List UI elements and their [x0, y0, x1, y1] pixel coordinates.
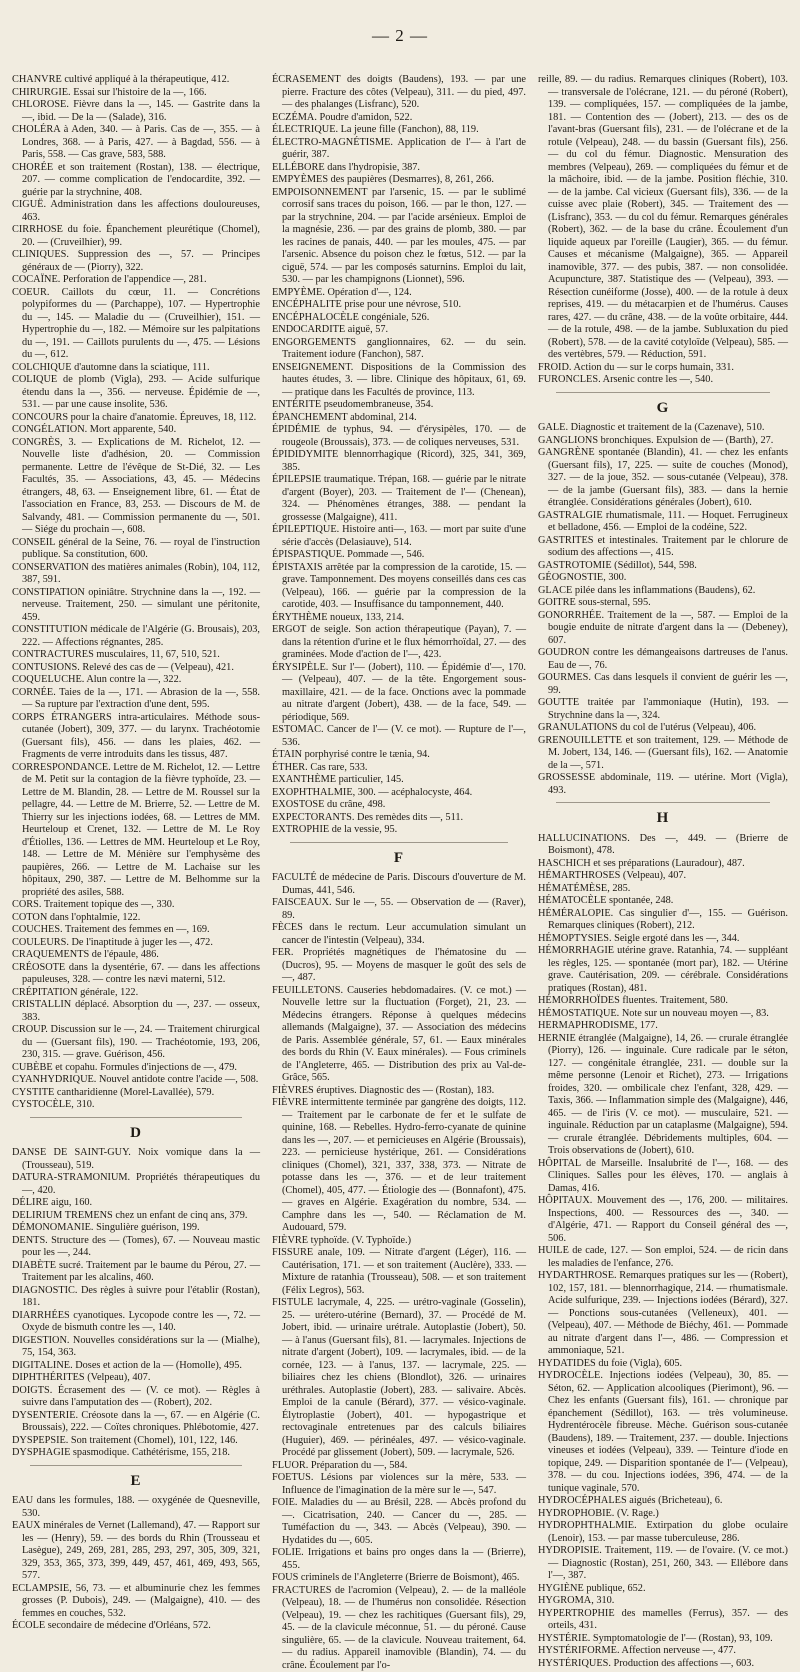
index-entry: HÉMOSTATIQUE. Note sur un nouveau moyen —, 83. — [538, 1008, 788, 1021]
index-entry: EXTROPHIE de la vessie, 95. — [272, 824, 526, 837]
index-entry: CIGUË. Administration dans les affections douloureuses, 463. — [12, 199, 260, 224]
index-entry: CHORÉE et son traitement (Rostan), 138. — électrique, 207. — comme complication de l'endocardite, 392. — guérie par la strychnine, 408. — [12, 162, 260, 200]
index-entry: HYSTÉRIQUES. Production des affections —, 603. — [538, 1658, 788, 1671]
index-entry: HÉMATÉMÈSE, 285. — [538, 883, 788, 896]
index-entry: GASTROTOMIE (Sédillot), 544, 598. — [538, 560, 788, 573]
index-entry: FURONCLES. Arsenic contre les —, 540. — [538, 374, 788, 387]
index-entry: FOUS criminels de l'Angleterre (Brierre de Boismont), 465. — [272, 1572, 526, 1585]
index-entry: CLINIQUES. Suppression des —, 57. — Principes généraux de — (Piorry), 322. — [12, 249, 260, 274]
index-entry: GRENOUILLETTE et son traitement, 129. — Méthode de M. Jobert, 134, 146. — (Guersant fils), 162. — Anatomie de la —, 571. — [538, 735, 788, 773]
index-entry: GOUTTE traitée par l'ammoniaque (Hutin), 193. — Strychnine dans la —, 324. — [538, 697, 788, 722]
index-entry: DIPHTHÉRITES (Velpeau), 407. — [12, 1372, 260, 1385]
index-entry: ÉPILEPSIE traumatique. Trépan, 168. — guérie par le nitrate d'argent (Boyer), 203. — Traitement de l'— (Chenean), 324. — Phénomènes étranges, 388. — pendant la grossesse (Malgaigne), 411. — [272, 474, 526, 524]
index-entry: ÉPISTAXIS arrêtée par la compression de la carotide, 15. — grave. Tamponnement. Des moyens conseillés dans ces cas (Velpeau), 166. — guérie par la compression de la carotide, 403. — Insuffisance du tamponnement, 440. — [272, 562, 526, 612]
index-entry: DÉLIRE aigu, 160. — [12, 1197, 260, 1210]
index-entry: ENCÉPHALOCÈLE congéniale, 526. — [272, 312, 526, 325]
index-entry: COULEURS. De l'inaptitude à juger les —, 472. — [12, 937, 260, 950]
index-entry: DIABÈTE sucré. Traitement par le baume du Pérou, 27. — Traitement par les alcalins, 460. — [12, 1260, 260, 1285]
index-entry: COCAÏNE. Perforation de l'appendice —, 281. — [12, 274, 260, 287]
index-entry: FÈCES dans le rectum. Leur accumulation simulant un cancer de l'intestin (Velpeau), 334. — [272, 922, 526, 947]
section-letter-heading: H — [538, 812, 788, 825]
index-entry: GASTRITES et intestinales. Traitement par le chlorure de sodium des affections —, 415. — [538, 535, 788, 560]
index-entry: CHOLÉRA à Aden, 340. — à Paris. Cas de —, 355. — à Londres, 368. — à Paris, 427. — à Bagdad, 556. — à Paris, 558. — Cas grave, 583, 588. — [12, 124, 260, 162]
index-entry: CYSTITE cantharidienne (Morel-Lavallée), 579. — [12, 1087, 260, 1100]
section-letter-heading: F — [272, 852, 526, 865]
index-entry: CONCOURS pour la chaire d'anatomie. Épreuves, 18, 112. — [12, 412, 260, 425]
index-entry: CONTUSIONS. Relevé des cas de — (Velpeau), 421. — [12, 662, 260, 675]
index-entry: DENTS. Structure des — (Tomes), 67. — Nouveau mastic pour les —, 244. — [12, 1235, 260, 1260]
index-entry: DÉMONOMANIE. Singulière guérison, 199. — [12, 1222, 260, 1235]
index-entry: CONGRÈS, 3. — Explications de M. Richelot, 12. — Nouvelle liste d'adhésion, 20. — Commission permanente. Lettre de l'évêque de St-Dié, 32. — Les Facultés, 35. — Associations, 43, 45. — Médecins étrangers, 48, 63. — Enseignement libre, 61. — État de l'association en France, 83, 253. — Discours de M. de Salvandy, 481. — Commission permanente du —, 501. — Siége du prochain —, 608. — [12, 437, 260, 537]
index-entry: CYSTOCÈLE, 310. — [12, 1099, 260, 1112]
index-entry: HYDATIDES du foie (Vigla), 605. — [538, 1358, 788, 1371]
index-entry: FER. Propriétés magnétiques de l'hématosine du — (Ducros), 95. — Moyens de masquer le goût des sels de —, 487. — [272, 947, 526, 985]
section-letter-heading: D — [12, 1127, 260, 1140]
index-entry: DANSE DE SAINT-GUY. Noix vomique dans la — (Trousseau), 519. — [12, 1147, 260, 1172]
index-entry: FIÈVRES éruptives. Diagnostic des — (Rostan), 183. — [272, 1085, 526, 1098]
section-letter-heading: E — [12, 1475, 260, 1488]
index-entry: CRÉOSOTE dans la dysentérie, 67. — dans les affections papuleuses, 328. — contre les nævi materni, 512. — [12, 962, 260, 987]
index-entry: DATURA-STRAMONIUM. Propriétés thérapeutiques du —, 420. — [12, 1172, 260, 1197]
section-divider — [30, 1465, 242, 1466]
index-entry: HÔPITAUX. Mouvement des —, 176, 200. — militaires. Inspections, 400. — Ressources des —, 340. — d'Algérie, 471. — Rapport du Conseil général des —, 506. — [538, 1195, 788, 1245]
index-entry: ENCÉPHALITE prise pour une névrose, 510. — [272, 299, 526, 312]
index-entry: DIGESTION. Nouvelles considérations sur la — (Mialhe), 75, 154, 363. — [12, 1335, 260, 1360]
index-entry: ENGORGEMENTS ganglionnaires, 62. — du sein. Traitement iodure (Fanchon), 587. — [272, 337, 526, 362]
index-entry: CONSTIPATION opiniâtre. Strychnine dans la —, 192. — nerveuse. Traitement, 250. — simulant une péritonite, 459. — [12, 587, 260, 625]
index-entry: ÉCRASEMENT des doigts (Baudens), 193. — par une pierre. Fracture des côtes (Velpeau), 311. — du pied, 497. — des phalanges (Lisfranc), 520. — [272, 74, 526, 112]
index-entry: HERMAPHRODISME, 177. — [538, 1020, 788, 1033]
index-entry: HYDROPHTHALMIE. Extirpation du globe oculaire (Lenoir), 153. — par masse tuberculeuse, 286. — [538, 1520, 788, 1545]
index-column-2 — [272, 74, 526, 1154]
index-entry: CORS. Traitement topique des —, 330. — [12, 899, 260, 912]
index-entry: CYANHYDRIQUE. Nouvel antidote contre l'acide —, 508. — [12, 1074, 260, 1087]
index-entry: CHANVRE cultivé appliqué à la thérapeutique, 412. — [12, 74, 260, 87]
index-entry: ÉRYTHÈME noueux, 133, 214. — [272, 612, 526, 625]
section-divider — [30, 1117, 242, 1118]
index-entry: FAISCEAUX. Sur le —, 55. — Observation de — (Raver), 89. — [272, 897, 526, 922]
section-divider — [556, 802, 770, 803]
index-entry: CHLOROSE. Fièvre dans la —, 145. — Gastrite dans la —, ibid. — De la — (Salade), 316. — [12, 99, 260, 124]
index-entry: GROSSESSE abdominale, 119. — utérine. Mort (Vigla), 493. — [538, 772, 788, 797]
index-entry: GOURMES. Cas dans lesquels il convient de guérir les —, 99. — [538, 672, 788, 697]
section-divider — [556, 392, 770, 393]
index-entry: HÔPITAL de Marseille. Insalubrité de l'—, 168. — des Cliniques. Salles pour les élèves, 170. — anglais à Damas, 416. — [538, 1158, 788, 1196]
index-entry: FRACTURES de l'acromion (Velpeau), 2. — de la malléole (Velpeau), 18. — de l'humérus non consolidée. Résection (Velpeau), 19. — chez les rachitiques (Guersant fils), 29, 45. — de la clavicule méconnue, 51. — du péroné. Cause singulière, 65. — de la clavicule. Nouveau traitement, 64. — du radius. Appareil inamovible (Blandin), 74. — du crâne. Écoulement par l'o- — [272, 1585, 526, 1672]
index-entry: FIÈVRE typhoïde. (V. Typhoïde.) — [272, 1235, 526, 1248]
index-entry: GOITRE sous-sternal, 595. — [538, 597, 788, 610]
index-entry: HÉMORRHOÏDES fluentes. Traitement, 580. — [538, 995, 788, 1008]
index-entry: ELLÉBORE dans l'hydropisie, 387. — [272, 162, 526, 175]
index-entry: DYSPEPSIE. Son traitement (Chomel), 101, 122, 146. — [12, 1435, 260, 1448]
index-entry: HYGIÈNE publique, 652. — [538, 1583, 788, 1596]
index-entry: ERGOT de seigle. Son action thérapeutique (Payan), 7. — dans la rétention d'urine et le flux hémorrhoïdal, 27. — des graminées. Mode d'action de l'—, 423. — [272, 624, 526, 662]
page-number: — 2 — — [0, 26, 800, 46]
index-entry: DYSENTERIE. Créosote dans la —, 67. — en Algérie (C. Broussais), 222. — Coïtes chroniques. Phlébotomie, 427. — [12, 1410, 260, 1435]
index-entry: EAUX minérales de Vernet (Lallemand), 47. — Rapport sur les — (Henry), 59. — des bords du Rhin (Trousseau et Lasègue), 249, 269, 281, 285, 293, 297, 305, 309, 321, 329, 353, 365, 373, 399, 449, 457, 461, 469, 493, 565, 577. — [12, 1520, 260, 1583]
index-entry: ÉLECTRIQUE. La jeune fille (Fanchon), 88, 119. — [272, 124, 526, 137]
index-entry: EMPYÈME. Opération d'—, 124. — [272, 287, 526, 300]
index-entry: FLUOR. Préparation du —, 584. — [272, 1460, 526, 1473]
index-entry: EXOPHTHALMIE, 300. — acéphalocyste, 464. — [272, 787, 526, 800]
index-entry: EMPOISONNEMENT par l'arsenic, 15. — par le sublimé corrosif sans traces du poison, 166. — par le thon, 127. — par la strychnine, 204. — par l'acide arsénieux. Emploi de la magnésie, 236. — par des grains de plomb, 380. — par les racines de panais, 440. — par les moules, 475. — par l'arsenic. Absence du poison chez le fœtus, 512. — par la ciguë, 574. — par les composés saturnins. Emploi du lait, 530. — par les champignons (Lionnet), 596. — [272, 187, 526, 287]
index-entry: ÉPANCHEMENT abdominal, 214. — [272, 412, 526, 425]
index-entry: FISSURE anale, 109. — Nitrate d'argent (Léger), 116. — Cautérisation, 171. — et son traitement (Auclère), 333. — Mixture de ratanhia (Trousseau), 508. — et son traitement (Félix Legros), 563. — [272, 1247, 526, 1297]
index-column-3 — [538, 74, 788, 1154]
index-entry: FROID. Action du — sur le corps humain, 331. — [538, 362, 788, 375]
index-entry: EAU dans les formules, 188. — oxygénée de Quesneville, 530. — [12, 1495, 260, 1520]
index-entry: CRAQUEMENTS de l'épaule, 486. — [12, 949, 260, 962]
index-entry: HYDARTHROSE. Remarques pratiques sur les — (Robert), 102, 157, 181. — blennorrhagique, 214. — rhumatismale. Acide sulfurique, 239. — Injections iodées (Bérard), 327. — Ponctions sous-cutanées (Velleneux), 401. — (Velpeau), 407. — Méthode de Biéchy, 461. — Pommade au nitrate d'argent dans l'—, 486. — Compression et ammoniaque, 521. — [538, 1270, 788, 1358]
index-entry: CHIRURGIE. Essai sur l'histoire de la —, 166. — [12, 87, 260, 100]
index-entry: DOIGTS. Écrasement des — (V. ce mot). — Règles à suivre dans l'amputation des — (Robert), 202. — [12, 1385, 260, 1410]
index-entry: CONSTITUTION médicale de l'Algérie (G. Brousais), 203, 222. — Affections régnantes, 285. — [12, 624, 260, 649]
index-entry: ÉCOLE secondaire de médecine d'Orléans, 572. — [12, 1620, 260, 1633]
index-entry: ÉRYSIPÈLE. Sur l'— (Jobert), 110. — Épidémie d'—, 170. — (Velpeau), 407. — de la tête. Engorgement sous-maxillaire, 421. — de la face. Onctions avec la pommade au nitrate d'argent (Jobert), 438. — de la face, 549. — périodique, 569. — [272, 662, 526, 725]
index-entry: CUBÈBE et copahu. Formules d'injections de —, 479. — [12, 1062, 260, 1075]
index-entry: ECLAMPSIE, 56, 73. — et albuminurie chez les femmes grosses (P. Dubois), 249. — (Malgaigne), 410. — des femmes en couches, 532. — [12, 1583, 260, 1621]
index-entry: CONSEIL général de la Seine, 76. — royal de l'instruction publique. Sa constitution, 600. — [12, 537, 260, 562]
index-entry: COEUR. Caillots du cœur, 11. — Concrétions polypiformes du — (Parchappe), 107. — Hypertrophie du —, 145. — Maladie du — (Cruveilhier), 151. — Hypertrophie du —, 182. — Mémoire sur les palpitations du —, 191. — Caillots purulents du —, 475. — Lésions du —, 612. — [12, 287, 260, 362]
index-entry: HYDROCÈLE. Injections iodées (Velpeau), 30, 85. — Séton, 62. — Application alcooliques (Pierimont), 96. — Chez les enfants (Guersant fils), 161. — chronique par épanchement (Sédillot), 163. — très volumineuse. Hydrentérocèle fibreuse. Mèche. Guérison sous-cutanée (Baudens), 189. — Traitement, 237. — double. Injections vineuses et iodées (Velpeau), 339. — Teinture d'iode en topique, 249. — Disparition spontanée de l'— (Velpeau), 378. — du cou. Injections iodées, 396, 474. — de la tunique vaginale, 570. — [538, 1370, 788, 1495]
index-entry: HÉMATOCÈLE spontanée, 248. — [538, 895, 788, 908]
index-entry: HALLUCINATIONS. Des —, 449. — (Brierre de Boismont), 478. — [538, 833, 788, 858]
index-entry: DIARRHÉES cyanotiques. Lycopode contre les —, 72. — Oxyde de bismuth contre les —, 140. — [12, 1310, 260, 1335]
index-entry: CORPS ÉTRANGERS intra-articulaires. Méthode sous-cutanée (Jobert), 309, 377. — du larynx. Trachéotomie (Guersant fils), 456. — dans les plaies, 462. — Fragments de verre introduits dans les tissus, 487. — [12, 712, 260, 762]
index-entry: CRISTALLIN déplacé. Absorption du —, 237. — osseux, 383. — [12, 999, 260, 1024]
index-entry: CONSERVATION des matières animales (Robin), 104, 112, 387, 591. — [12, 562, 260, 587]
index-entry: ÉPIDÉMIE de typhus, 94. — d'érysipèles, 170. — de rougeole (Broussais), 373. — de coliques nerveuses, 531. — [272, 424, 526, 449]
index-entry: HYSTÉRIE. Symptomatologie de l'— (Rostan), 93, 109. — [538, 1633, 788, 1646]
index-entry: CRÉPITATION générale, 122. — [12, 987, 260, 1000]
index-entry: GONORRHÉE. Traitement de la —, 587. — Emploi de la bougie enduite de nitrate d'argent dans la — (Debeney), 607. — [538, 610, 788, 648]
index-entry: COLCHIQUE d'automne dans la sciatique, 111. — [12, 362, 260, 375]
index-entry: HERNIE étranglée (Malgaigne), 14, 26. — crurale étranglée (Piorry), 126. — inguinale. Cure radicale par le séton, 127. — congénitale étranglée, 231. — double sur la même personne (Lenoir et Richet), 273. — Irrigations froides, 320. — ombilicale chez l'enfant, 328, 429. — Taxis, 366. — Inflammation simple des (Malgaigne), 446, 465. — de l'iris (V. ce mot). — musculaire, 521. — inguinale. Réduction par un cataplasme (Malgaigne), 594. — crurale étranglée. Débridements multiples, 604. — Trois observations de (Jobert), 610. — [538, 1033, 788, 1158]
index-entry: DELIRIUM TREMENS chez un enfant de cinq ans, 379. — [12, 1210, 260, 1223]
index-entry: ÉLECTRO-MAGNÉTISME. Application de l'— à l'art de guérir, 387. — [272, 137, 526, 162]
index-entry: HYGROMA, 310. — [538, 1595, 788, 1608]
index-entry: ÉTAIN porphyrisé contre le tænia, 94. — [272, 749, 526, 762]
index-entry: FISTULE lacrymale, 4, 225. — urétro-vaginale (Gosselin), 25. — urétero-utérine (Bernard), 37. — Procédé de M. Jobert, ibid. — urinaire urétrale. Autoplastie (Jobert), 50. — à l'anus (Guersant fils), 81. — lacrymales. Injections de nitrate d'argent (Jobert), 109. — lacrymales, ibid. — de la cornée, 123. — à l'anus, 137. — lacrymale, 225. — biliaires chez les chiens (Blondlot), 326. — urinaires uréthrales. Autoplastie (Jobert), 283. — salivaire. Abcès. Emploi de la canule (Bérard), 377. — vésico-vaginale. Élytroplastie (Jobert), 401. — hypogastrique et rectovaginale entretenues par des calculs biliaires (Huguier), 469. — périnéales, 497. — vésico-vaginale. Procédé par glissement (Jobert), 509. — lacrymale, 526. — [272, 1297, 526, 1460]
index-entry: HYDROPHOBIE. (V. Rage.) — [538, 1508, 788, 1521]
index-entry: EXOSTOSE du crâne, 498. — [272, 799, 526, 812]
index-entry: CONTRACTURES musculaires, 11, 67, 510, 521. — [12, 649, 260, 662]
index-entry: FOLIE. Irrigations et bains pro onges dans la — (Brierre), 455. — [272, 1547, 526, 1572]
index-entry: COLIQUE de plomb (Vigla), 293. — Acide sulfurique étendu dans la —, 356. — nerveuse. Épidémie de —, 531. — par une cause insolite, 536. — [12, 374, 260, 412]
index-entry: DYSPHAGIE spasmodique. Cathétérisme, 155, 218. — [12, 1447, 260, 1460]
index-entry: HÉMÉRALOPIE. Cas singulier d'—, 155. — Guérison. Remarques cliniques (Robert), 212. — [538, 908, 788, 933]
index-entry: FOIE. Maladies du — au Brésil, 228. — Abcès profond du —. Cicatrisation, 240. — Cancer du —, 285. — Tuméfaction du —, 343. — Abcès (Velpeau), 390. — Hydatides du —, 605. — [272, 1497, 526, 1547]
index-entry: CORRESPONDANCE. Lettre de M. Richelot, 12. — Lettre de M. Petit sur la contagion de la fièvre typhoïde, 23. — Lettre de M. Blandin, 28. — Lettre de M. Roussel sur la pellagre, 44. — Lettre de M. Brierre, 52. — Lettre de M. Thierry sur les injections iodées, 68. — Lettres de MM. Heurteloup et Crenet, 132. — Lettre de M. Le Roy d'Étiolles, 136. — Lettres de MM. Heurteloup et Le Roy, 148. — Lettre de M. Ménière sur l'emphysème des paupières, 266. — Lettre de M. Lachaise sur les hôpitaux, 290, 387. — Lettre de M. Belhomme sur la propriété des asiles, 588. — [12, 762, 260, 900]
index-entry: COTON dans l'ophtalmie, 122. — [12, 912, 260, 925]
index-entry: ENSEIGNEMENT. Dispositions de la Commission des hautes études, 3. — libre. Clinique des hôpitaux, 61, 69. — pratique dans les Facultés de province, 113. — [272, 362, 526, 400]
index-entry: CORNÉE. Taies de la —, 171. — Abrasion de la —, 558. — Sa rupture par l'extraction d'une dent, 595. — [12, 687, 260, 712]
index-entry: DIAGNOSTIC. Des règles à suivre pour l'établir (Rostan), 181. — [12, 1285, 260, 1310]
index-column-1 — [12, 74, 260, 1154]
index-entry: EXANTHÈME particulier, 145. — [272, 774, 526, 787]
index-entry: FEUILLETONS. Causeries hebdomadaires. (V. ce mot.) — Nouvelle lettre sur la fluctuation (Forget), 21, 23. — Médecins étrangers. Réponse à quelques médecins allemands (Malgaigne), 37. — Association des médecins de Paris. Assemblée générale, 57, 61. — Eaux minérales des bords du Rhin (V. Eaux minérales). — Fous criminels de l'Angleterre, 465. — Distribution des prix au Val-de-Grâce, 565. — [272, 985, 526, 1085]
index-entry: HÉMARTHROSES (Velpeau), 407. — [538, 870, 788, 883]
index-entry: ENDOCARDITE aiguë, 57. — [272, 324, 526, 337]
index-entry: CONGÉLATION. Mort apparente, 540. — [12, 424, 260, 437]
index-entry: FOETUS. Lésions par violences sur la mère, 533. — Influence de l'imagination de la mère sur le —, 547. — [272, 1472, 526, 1497]
index-entry: HYPERTROPHIE des mamelles (Ferrus), 357. — des orteils, 431. — [538, 1608, 788, 1633]
section-divider — [290, 842, 508, 843]
index-entry: ÉPIDIDYMITE blennorrhagique (Ricord), 325, 341, 369, 385. — [272, 449, 526, 474]
index-entry: DIGITALINE. Doses et action de la — (Homolle), 495. — [12, 1360, 260, 1373]
index-entry: GLACE pilée dans les inflammations (Baudens), 62. — [538, 585, 788, 598]
index-entry: HYDROCÉPHALES aigués (Bricheteau), 6. — [538, 1495, 788, 1508]
index-entry: GALE. Diagnostic et traitement de la (Cazenave), 510. — [538, 422, 788, 435]
index-entry: HASCHICH et ses préparations (Lauradour), 487. — [538, 858, 788, 871]
index-entry: GANGLIONS bronchiques. Expulsion de — (Barth), 27. — [538, 435, 788, 448]
index-entry: HYSTÉRIFORME. Affection nerveuse —, 477. — [538, 1645, 788, 1658]
index-entry: GÉOGNOSTIE, 300. — [538, 572, 788, 585]
index-entry: FACULTÉ de médecine de Paris. Discours d'ouverture de M. Dumas, 441, 546. — [272, 872, 526, 897]
index-entry: HÉMOPTYSIES. Seigle ergoté dans les —, 344. — [538, 933, 788, 946]
section-letter-heading: G — [538, 402, 788, 415]
index-entry: ECZÉMA. Poudre d'amidon, 522. — [272, 112, 526, 125]
index-entry: ÉPILEPTIQUE. Histoire anti—, 163. — mort par suite d'une série d'accès (Delasiauve), 514. — [272, 524, 526, 549]
index-entry: ÉPISPASTIQUE. Pommade —, 546. — [272, 549, 526, 562]
index-entry: GRANULATIONS du col de l'utérus (Velpeau), 406. — [538, 722, 788, 735]
index-entry: COUCHES. Traitement des femmes en —, 169. — [12, 924, 260, 937]
index-entry: HYDROPISIE. Traitement, 119. — de l'ovaire. (V. ce mot.) — Diagnostic (Rostan), 251, 260, 343. — Ellébore dans l'—, 387. — [538, 1545, 788, 1583]
index-entry: ENTÉRITE pseudomembraneuse, 354. — [272, 399, 526, 412]
index-entry: ÉTHER. Cas rare, 533. — [272, 762, 526, 775]
index-entry: HUILE de cade, 127. — Son emploi, 524. — de ricin dans les maladies de l'enfance, 276. — [538, 1245, 788, 1270]
index-entry: GASTRALGIE rhumatismale, 111. — Hoquet. Ferrugineux et belladone, 456. — Emploi de la codéine, 522. — [538, 510, 788, 535]
index-entry: FIÈVRE intermittente terminée par gangrène des doigts, 112. — Traitement par le carbonate de fer et le sulfate de quinine, 168. — Rebelles. Hydro-ferro-cyanate de quinine dans les —, 207. — et pernicieuses en Algérie (Broussais), 223. — pernicieuse hystérique, 261. — Considérations cliniques (Chomel), 321, 337, 338, 373. — Nitrate de potasse dans les —, 376. — et de leur traitement (Chomel), 405, 477. — Étiologie des — (Bonnafont), 475. — graves en Algérie. Exagération du nombre, 534. — Camphre dans les —, 540. — Réclamation de M. Audouard, 579. — [272, 1097, 526, 1235]
index-entry: CIRRHOSE du foie. Épanchement pleurétique (Chomel), 20. — (Cruveilhier), 99. — [12, 224, 260, 249]
index-entry: EMPYÈMES des paupières (Desmarres), 8, 261, 266. — [272, 174, 526, 187]
index-entry: GANGRÈNE spontanée (Blandin), 41. — chez les enfants (Guersant fils), 17, 225. — suite de couches (Monod), 327. — de la joue, 352. — sous-cutanée (Velpeau), 378. — de la jambe (Guersant fils), 383. — dans la hernie étranglée. Considérations générales (Jobert), 610. — [538, 447, 788, 510]
index-entry: COQUELUCHE. Alun contre la —, 322. — [12, 674, 260, 687]
index-entry: ESTOMAC. Cancer de l'— (V. ce mot). — Rupture de l'—, 536. — [272, 724, 526, 749]
index-entry: HÉMORRHAGIE utérine grave. Ratanhia, 74. — suppléant les règles, 125. — spontanée (mort par), 182. — Utérine grave. Cautérisation, 209. — cérébrale. Considérations pratiques (Rostan), 481. — [538, 945, 788, 995]
index-entry: reille, 89. — du radius. Remarques cliniques (Robert), 103. — transversale de l'olécrane, 121. — du péroné (Robert), 139. — compliquées, 157. — compliquées de la jambe, 181. — Contention des — (Jobert), 213. — des os de l'avant-bras (Guersant fils), 231. — de l'olécrane et de la rotule (Velpeau), 248. — du bassin (Guersant fils), 256. — du col du fémur. Diagnostic. Mensuration des membres (Velpeau), 269. — compliquées du fémur et de la mâchoire, ibid. — de la jambe. Position fléchie, 310. — de la jambe. Cal vicieux (Guersant fils), 336. — de la cuisse avec plaie (Robert), 345. — Traitement des — (Lisfranc), 353. — du col du fémur. Remarques générales (Robert), 362. — de la base du crâne. Écoulement d'un liquide aqueux par l'oreille (Laugier), 365. — du fémur. Causes et mécanisme (Malgaigne), 365. — Appareil inamovible, 377. — des pubis, 387. — non consolidée. Acupuncture, 387. Statistique des — (Velpeau), 393. — Résection cunéiforme (Josse), 400. — de la rotule à deux reprises, 419. — du métacarpien et de l'humérus. Causes rares, 427. — du crâne, 438. — de la voûte orbitaire, 444. — de la rotule, 498. — de la jambe. Subluxation du pied (Robert), 578. — de la cavité cotyloïde (Velpeau), 585. — des vertèbres, 579. — Réduction, 591. — [538, 74, 788, 362]
index-entry: CROUP. Discussion sur le —, 24. — Traitement chirurgical du — (Guersant fils), 190. — Trachéotomie, 193, 206, 230, 315. — grave. Guérison, 456. — [12, 1024, 260, 1062]
index-entry: GOUDRON contre les démangeaisons dartreuses de l'anus. Eau de —, 76. — [538, 647, 788, 672]
index-entry: EXPECTORANTS. Des remèdes dits —, 511. — [272, 812, 526, 825]
